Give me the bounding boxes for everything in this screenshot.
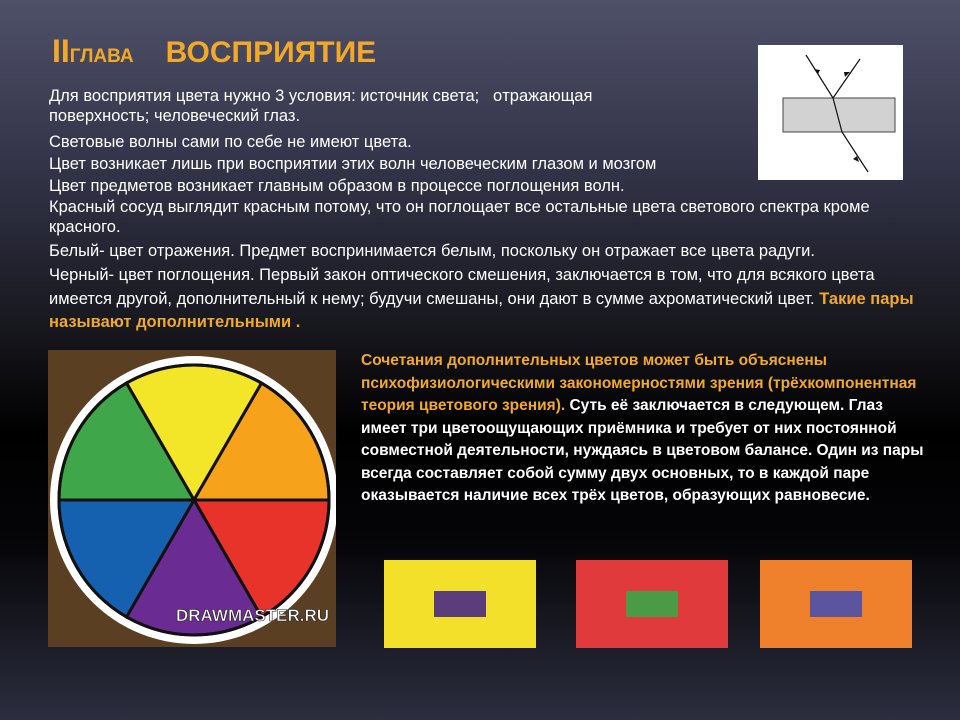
conditions-line-2: поверхность; человеческий глаз. xyxy=(49,107,301,125)
conditions-line: Для восприятия цвета нужно 3 условия: источник света; xyxy=(49,87,480,105)
swatch-orange-blue xyxy=(760,560,912,648)
pairs-highlight: Такие пары называют дополнительными . xyxy=(49,289,914,331)
chapter-label: ГЛАВА xyxy=(69,46,134,67)
waves-line: Световые волны сами по себе не имеют цвета. xyxy=(49,133,412,151)
swatch-inner xyxy=(810,591,862,617)
swatch-inner xyxy=(626,591,678,617)
swatch-yellow-purple xyxy=(384,560,536,648)
color-wheel xyxy=(50,356,336,644)
conditions-line-end: тражающая xyxy=(502,87,593,105)
refraction-diagram xyxy=(758,45,903,180)
absorption-line: Цвет предметов возникает главным образом в процессе поглощения волн. xyxy=(49,177,625,195)
explanation-highlight: Сочетания дополнительных цветов может быть объяснены психофизиологическими закономерностями зрения (трёхкомпонентная теория цветового зрения). xyxy=(361,352,917,414)
wheel-watermark: DRAWMASTER.RU xyxy=(176,606,329,625)
swatch-inner xyxy=(434,591,486,617)
waves-paragraph xyxy=(49,131,656,197)
bullet-marker: o xyxy=(493,87,503,105)
explanation-paragraph xyxy=(361,350,931,508)
swatch-red-green xyxy=(576,560,728,648)
chapter-heading: ВОСПРИЯТИЕ xyxy=(165,36,377,69)
black-paragraph xyxy=(49,264,939,335)
white-paragraph: Белый- цвет отражения. Предмет воспринимается белым, поскольку он отражает все цвета радуги. xyxy=(49,242,815,260)
black-text: Черный- цвет поглощения. Первый закон оптического смешения, заключается в том, что для всякого цвета имеется другой, дополнительный к нему; будучи смешаны, они дают в сумме ахроматический цвет. xyxy=(49,266,875,308)
slide-title xyxy=(52,33,376,70)
chapter-number: II xyxy=(52,33,70,69)
perception-line: Цвет возникает лишь при восприятии этих волн человеческим глазом и мозгом xyxy=(49,155,657,173)
color-wheel-image xyxy=(48,350,336,647)
conditions-paragraph xyxy=(49,86,592,126)
red-vessel-paragraph: Красный сосуд выглядит красным потому, что он поглощает все остальные цвета светового спектра кроме красного. xyxy=(49,198,870,236)
explanation-body: Суть её заключается в следующем. Глаз имеет три цветоощущающих приёмника и требует от них постоянной совместной деятельности, нуждаясь в цветовом балансе. Один из пары всегда составляет собой сумму двух основных, то в каждой паре оказывается наличие всех трёх цветов, образующих равновесие. xyxy=(361,397,924,504)
